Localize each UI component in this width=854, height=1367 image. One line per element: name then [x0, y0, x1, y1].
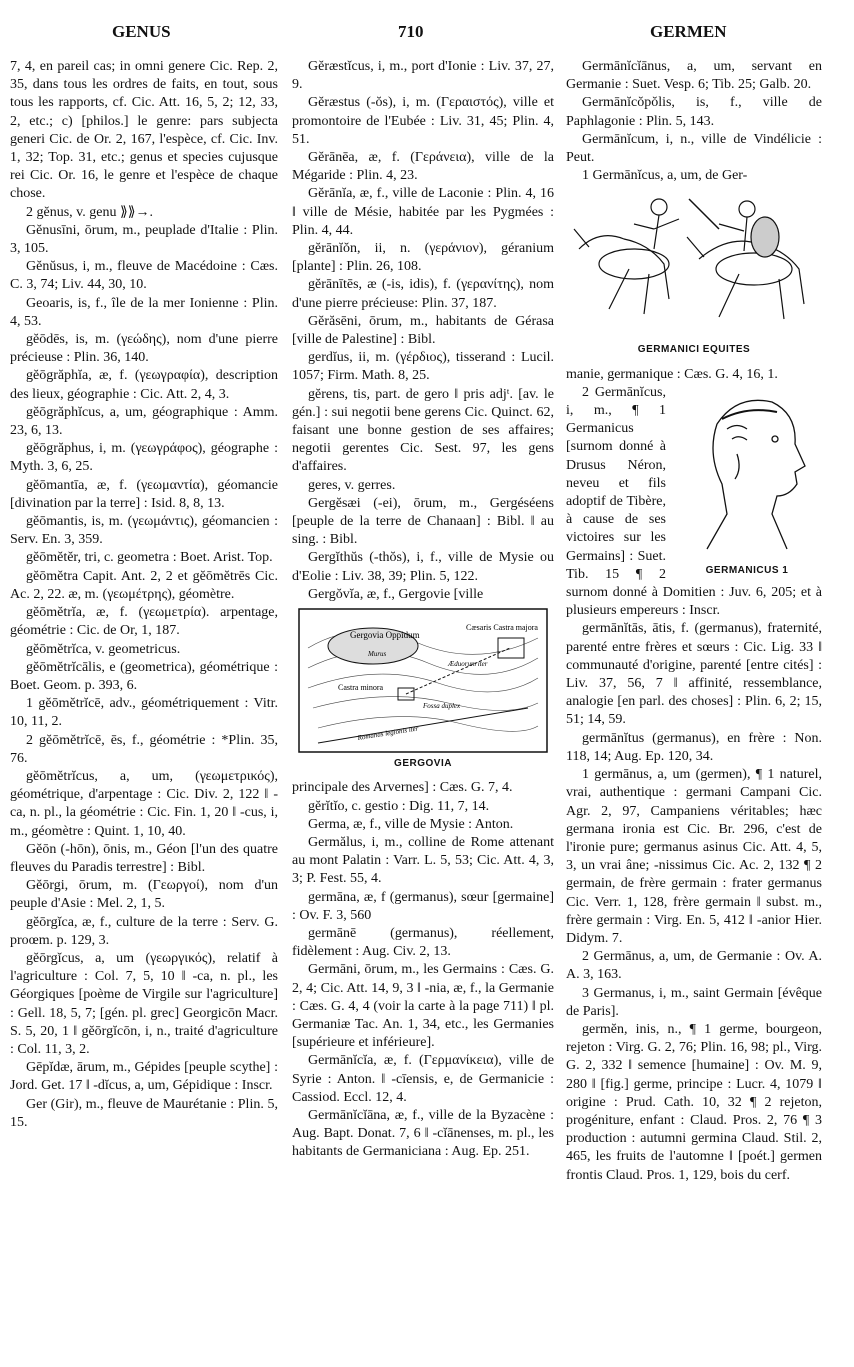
dictionary-entry: Gĕræstĭcus, i, m., port d'Ionie : Liv. 37, 27, 9. — [292, 59, 554, 93]
dictionary-entry: gĕrens, tis, part. de gero ‖ pris adjᵗ. [av. le gén.] : sui negotii bene gerens Cic. Quinct. 62, faisant une bonne gestion de ses affaires; negotii gerentes Cic. Sest. 97, les gens d'affaires. — [292, 386, 554, 475]
dictionary-entry: gĕōrgĭcus, a, um (γεωργικός), relatif à l'agriculture : Col. 7, 5, 10 ‖ -ca, n. pl., les Géorgiques [poème de Virgile sur l'agriculture] : Gell. 18, 5, 7; [gén. pl. grec] Georgicōn Macr. S. 5, 20, 1 ‖ gĕōrgĭcōn, i, n., traité d'agriculture : Col. 11, 3, 2. — [10, 950, 278, 1057]
dictionary-entry: gĕōgrăphus, i, m. (γεωγράφος), géographe : Myth. 3, 6, 25. — [10, 441, 278, 475]
dictionary-entry: gĕrānĭŏn, ii, n. (γεράνιον), géranium [plante] : Plin. 26, 108. — [292, 241, 554, 275]
dictionary-entry: Gĕrăsēni, ōrum, m., habitants de Gérasa [ville de Palestine] : Bibl. — [292, 313, 554, 348]
dictionary-entry: Gĕōrgi, ōrum, m. (Γεωργοί), nom d'un peuple d'Asie : Mel. 2, 1, 5. — [10, 878, 278, 912]
dictionary-entry: gĕōmĕtrĭa, æ, f. (γεωμετρία). arpentage, géométrie : Cic. de Or, 1, 187. — [10, 605, 278, 639]
dictionary-entry: geres, v. gerres. — [308, 477, 396, 493]
dictionary-entry: Gergŏvĭa, æ, f., Gergovie [ville — [308, 586, 484, 602]
column-1 — [10, 58, 278, 1358]
dictionary-entry: 2 Germānus, a, um, de Germanie : Ov. A. A. 3, 163. — [566, 949, 822, 983]
column-3 — [566, 58, 822, 1358]
page-number: 710 — [398, 22, 424, 41]
dictionary-entry: gĕōrgĭca, æ, f., culture de la terre : Serv. G. proœm. p. 129, 3. — [10, 914, 278, 948]
germanicus-caption: GERMANICUS 1 — [705, 565, 789, 577]
dictionary-entry: Germānĭcĭāna, æ, f., ville de la Byzacène : Aug. Bapt. Donat. 7, 6 ‖ -cĭānenses, m. pl., les habitants de Germaniciana : Aug. Ep. 251. — [292, 1107, 554, 1160]
germanicus-head-illustration — [677, 384, 817, 554]
dictionary-entry: gĕōmĕtra Capit. Ant. 2, 2 et gĕōmĕtrēs Cic. Ac. 2, 22. æ, m. (γεωμέτρης), géomètre. — [10, 568, 278, 602]
dictionary-entry: gerdĭus, ii, m. (γέρδιος), tisserand : Lucil. 1057; Firm. Math. 8, 25. — [292, 350, 554, 384]
dictionary-entry: germĕn, inis, n., ¶ 1 germe, bourgeon, rejeton : Virg. G. 2, 76; Plin. 16, 98; pl., Virg. G. 2, 332 ‖ semence [humaine] : Ov. M. 9, 280 ‖ [fig.] germe, principe : Lucr. 4, 1079 ‖ origine : Prud. Cath. 10, 32 ¶ 2 rejeton, progéniture, enfant : Claud. Pros. 2, 76 ¶ 3 production : autumni germina Claud. Stil. 2, 465, les fruits de l'automne ‖ [poét.] germen frontis Claud. Pros. 1, 129, bois du cerf. — [566, 1021, 822, 1183]
map-label-castra-majora: Cæsaris Castra majora — [466, 623, 538, 633]
dictionary-entry: Ger (Gir), m., fleuve de Maurétanie : Plin. 5, 15. — [10, 1096, 278, 1130]
dictionary-entry: 7, 4, en pareil cas; in omni genere Cic. Rep. 2, 35, dans tous les ordres de faits, en tout, sous tous les rapports, cf. Cic. Att. 16, 5, 2; 12, 33, 2, etc.; c) [philos.] le genre: pars subjecta generi Cic. de Or. 2, 167, l'espèce, cf. Cic. Inv. 1, 32; Top. 31, etc.; genus et species cujusque rei Cic. Or. 16, le genre et l'espèce de chaque chose. — [10, 59, 278, 202]
dictionary-entry: gĕrānītēs, æ (-is, idis), f. (γερανίτης), nom d'une pierre précieuse: Plin. 37, 187. — [292, 277, 554, 311]
column-2 — [292, 58, 554, 1358]
dictionary-entry: gĕōmĕtĕr, tri, c. geometra : Boet. Arist. Top. — [26, 550, 273, 566]
map-label-murus: Murus — [368, 650, 387, 659]
dictionary-entry: 1 germānus, a, um (germen), ¶ 1 naturel, vrai, authentique : germani Campani Cic. Agr. 2, 97, Campaniens véritables; hæc germana ironia est Cic. Br. 296, c'est de l'ironie pure; germanus asinus Cic. Att. 4, 5, 3, un vrai âne; -nissimus Cic. Ac. 2, 132 ¶ 2 germain, de frère germain : frater germanus Cic. Verr. 1, 128, frère germain ‖ subst. m., frère germain : Virg. En. 5, 412 ‖ -anior Hier. Didym. 7. — [566, 767, 822, 946]
dictionary-entry: Germānĭcĭa, æ, f. (Γερμανίκεια), ville de Syrie : Anton. ‖ -cīensis, e, de Germanicie : Cassiod. Eccl. 12, 4. — [292, 1053, 554, 1105]
dictionary-entry: germānĭtus (germanus), en frère : Non. 118, 14; Aug. Ep. 120, 34. — [566, 730, 822, 764]
dictionary-entry: germāna, æ, f (germanus), sœur [germaine] : Ov. F. 3, 560 — [292, 889, 554, 923]
dictionary-entry: Gĕnŭsus, i, m., fleuve de Macédoine : Cæs. C. 3, 74; Liv. 44, 30, 10. — [10, 259, 278, 293]
germanicus-portrait-figure — [672, 384, 822, 580]
dictionary-entry: Germa, æ, f., ville de Mysie : Anton. — [308, 816, 514, 832]
dictionary-entry: Germălus, i, m., colline de Rome attenant au mont Palatin : Varr. L. 5, 53; Cic. Att. 4, 3, 3; P. Fest. 55, 4. — [292, 834, 554, 887]
gergovia-caption: GERGOVIA — [394, 758, 452, 770]
dictionary-entry: Gēpĭdæ, ārum, m., Gépides [peuple scythe] : Jord. Get. 17 ‖ -dĭcus, a, um, Gépidique : Inscr. — [10, 1060, 278, 1094]
dictionary-entry: Gergĭthŭs (-thŏs), i, f., ville de Mysie ou d'Eolie : Liv. 38, 39; Plin. 5, 122. — [292, 550, 554, 584]
header-left-word: GENUS — [112, 22, 171, 41]
dictionary-entry: Germāni, ōrum, m., les Germains : Cæs. G. 2, 4; Cic. Att. 14, 9, 3 ‖ -nia, æ, f., la Germanie : Cæs. G. 4, 4 (voir la carte à la page 711) ‖ pl. Germaniæ Tac. An. 1, 34, etc., les Germanies [supérieure et inférieure]. — [292, 962, 554, 1051]
dictionary-entry: Germānĭcŏpŏlis, is, f., ville de Paphlagonie : Plin. 5, 143. — [566, 95, 822, 129]
dictionary-entry: Gĕrānĭa, æ, f., ville de Laconie : Plin. 4, 16 ‖ ville de Mésie, habitée par les Pygmées : Plin. 4, 44. — [292, 186, 554, 238]
dictionary-entry: gĕōmĕtrĭcālis, e (geometrica), géométrique : Boet. Geom. p. 393, 6. — [10, 659, 278, 693]
dictionary-entry: Gĕnusīni, ōrum, m., peuplade d'Italie : Plin. 3, 105. — [10, 222, 278, 257]
dictionary-entry: gĕōmĕtrĭcus, a, um, (γεωμετρικός), géométrique, d'arpentage : Cic. Div. 2, 122 ‖ -ca, n. pl., la géométrie : Cic. Fin. 1, 20 ‖ -cus, i, m., géomètre : Quint. 1, 10, 40. — [10, 768, 278, 839]
dictionary-entry: gĕrĭtĭo, c. gestio : Dig. 11, 7, 14. — [308, 798, 490, 814]
entry-germanicus-2: 2 Germānĭcus, i, m., ¶ 1 Germanicus [surnom donné à Drusus Néron, neveu et fils adoptif de Tibère, à cause de ses victoires sur les Germains] : Suet. Tib. 15 ¶ 2 surnom donné à Domitien : Juv. 6, 205; et à plusieurs empereurs : Inscr. — [566, 384, 822, 619]
dictionary-entry: Germānĭcĭānus, a, um, servant en Germanie : Suet. Vesp. 6; Tib. 25; Galb. 20. — [566, 59, 822, 93]
dictionary-entry: gĕōmĕtrĭca, v. geometricus. — [26, 641, 181, 657]
dictionary-entry: Geoaris, is, f., île de la mer Ionienne : Plin. 4, 53. — [10, 295, 278, 329]
gergovia-map-figure — [292, 608, 554, 773]
dictionary-entry: 3 Germanus, i, m., saint Germain [évêque de Paris]. — [566, 985, 822, 1019]
dictionary-entry: Gĕōn (-hōn), ōnis, m., Géon [l'un des quatre fleuves du Paradis terrestre] : Bibl. — [10, 841, 278, 875]
map-label-fossa: Fossa duplex — [423, 702, 461, 711]
map-label-oppidum: Gergovia Oppidum — [350, 630, 420, 641]
dictionary-entry: Gĕrānēa, æ, f. (Γεράνεια), ville de la Mégaride : Plin. 4, 23. — [292, 150, 554, 184]
map-label-castra-minora: Castra minora — [338, 683, 384, 693]
dictionary-entry: 1 gĕōmĕtrĭcē, adv., géométriquement : Vitr. 10, 11, 2. — [10, 696, 278, 730]
dictionary-entry: Gergĕsæi (-ei), ōrum, m., Gergéséens [peuple de la terre de Chanaan] : Bibl. ‖ au sing. : Bibl. — [292, 495, 554, 548]
dictionary-entry: gĕōmantīa, æ, f. (γεωμαντία), géomancie [divination par la terre] : Isid. 8, 8, 13. — [10, 477, 278, 511]
dictionary-entry: gĕōmantis, is, m. (γεωμάντις), géomancien : Serv. En. 3, 359. — [10, 514, 278, 548]
dictionary-entry: principale des Arvernes] : Cæs. G. 7, 4. — [292, 780, 513, 796]
dictionary-entry: gĕōgrăphĭcus, a, um, géographique : Amm. 23, 6, 13. — [10, 404, 278, 439]
equites-caption: GERMANICI EQUITES — [637, 344, 751, 356]
map-label-iter: Romanas legionis iter — [357, 724, 420, 743]
dictionary-entry: 2 gĕnus, v. genu ⟫⟫→. — [26, 204, 154, 220]
running-header — [0, 18, 854, 48]
dictionary-entry: gĕōdēs, is, m. (γεώδης), nom d'une pierre précieuse : Plin. 36, 140. — [10, 332, 278, 366]
dictionary-entry: germānĭtās, ātis, f. (germanus), fraternité, parenté entre frères et sœurs : Cic. Lig. 33 ‖ communauté d'origine, parenté [entre cités] : Liv. 37, 56, 7 ‖ affinité, ressemblance, analogie [en parl. des choses] : Plin. 6, 2; 15, 51; 14, 59. — [566, 621, 822, 728]
dictionary-entry: 1 Germānĭcus, a, um, de Ger- — [582, 168, 748, 184]
dictionary-entry: gĕōgrăphĭa, æ, f. (γεωγραφία), description des lieux, géographie : Cic. Att. 2, 4, 3. — [10, 368, 278, 402]
horsemen-illustration — [569, 189, 819, 339]
dictionary-entry: germānē (germanus), réellement, fidèlement : Aug. Civ. 2, 13. — [292, 925, 554, 960]
header-right-word: GERMEN — [650, 22, 727, 41]
dictionary-entry: Gĕræstus (-ŏs), i, m. (Γεραιστός), ville et promontoire de l'Eubée : Liv. 31, 45; Plin. 4, 51. — [292, 95, 554, 147]
gergovia-map — [298, 608, 548, 753]
map-label-aeduorum: Æduorum iter — [448, 660, 488, 669]
dictionary-entry: manie, germanique : Cæs. G. 4, 16, 1. — [566, 366, 778, 382]
dictionary-entry: 2 gĕōmĕtrĭcē, ēs, f., géométrie : *Plin. 35, 76. — [10, 732, 278, 766]
dictionary-entry: Germānĭcum, i, n., ville de Vindélicie : Peut. — [566, 131, 822, 166]
equites-figure — [566, 189, 822, 359]
